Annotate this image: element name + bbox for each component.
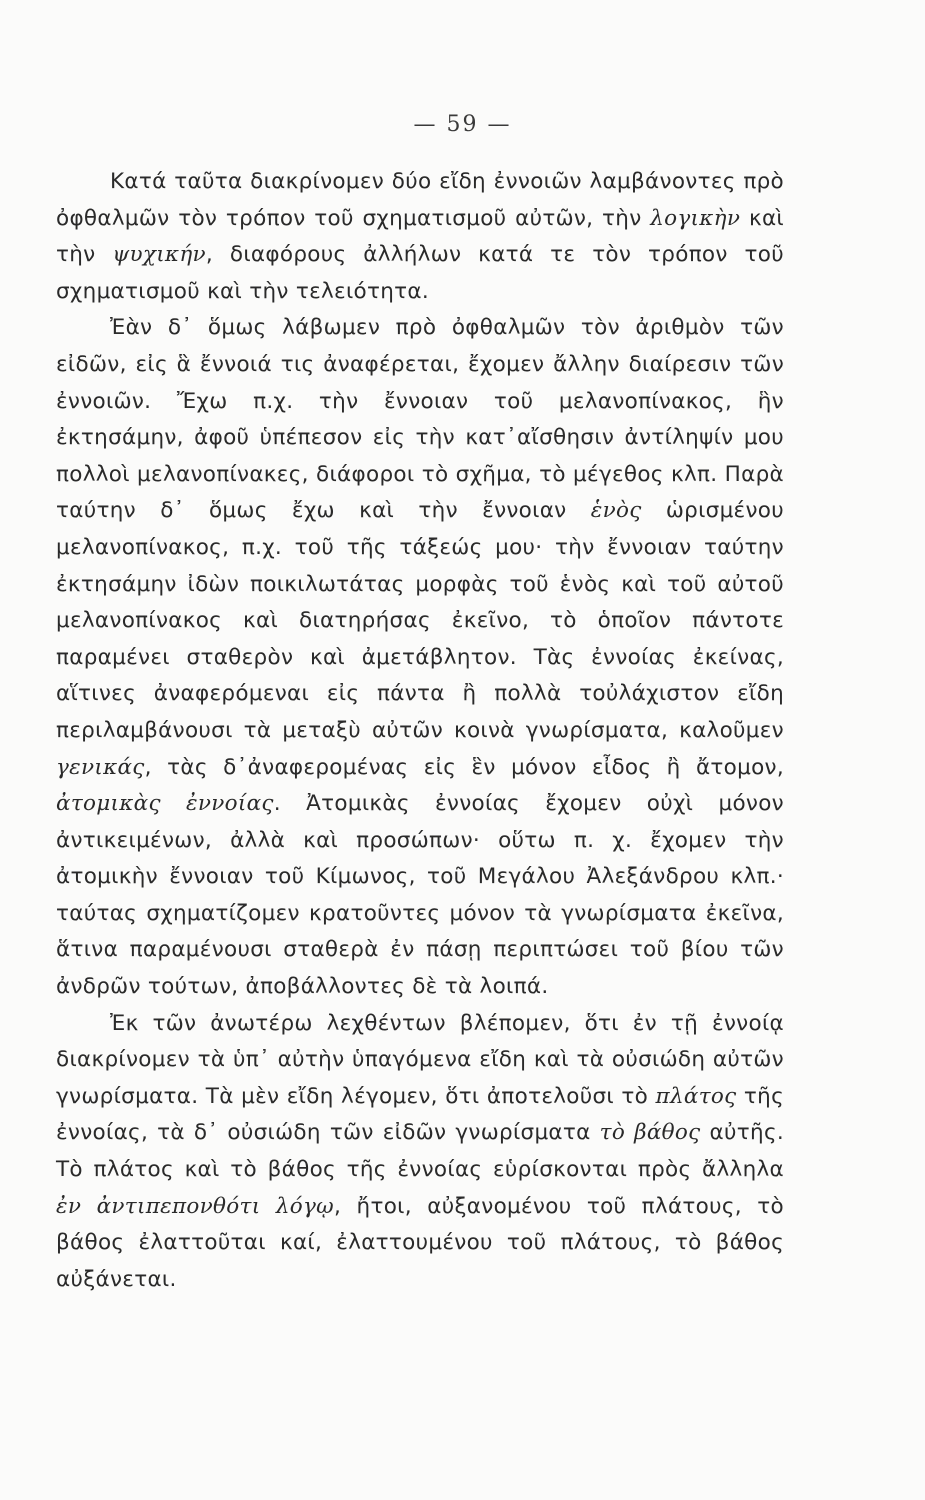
emphasized-term: ἐν ἀντιπεπονθότι λόγῳ (56, 1193, 335, 1219)
text-run: ὡρισμένου μελανοπίνακος, π.χ. τοῦ τῆς τάξεώς μου· τὴν ἔννοιαν ταύτην ἐκτησάμην ἰδὼν ποικιλωτάτας μορφὰς τοῦ ἑνὸς καὶ τοῦ αὐτοῦ μελανοπίνακος καὶ διατηρήσας ἐκεῖνο, τὸ ὁποῖον πάντοτε παραμένει σταθερὸν καὶ ἀμετάβλητον. Τὰς ἐννοίας ἐκείνας, αἵτινες ἀναφερόμεναι εἰς πάντα ἢ πολλὰ τοὐλάχιστον εἴδη περιλαμβάνουσι τὰ μεταξὺ αὐτῶν κοινὰ γνωρίσματα, καλοῦμεν (56, 498, 784, 743)
emphasized-term: λογικὴν (650, 205, 741, 231)
emphasized-term: πλάτος (655, 1083, 737, 1109)
page-number: — 59 — (413, 112, 512, 137)
emphasized-term: γενικάς (56, 754, 145, 780)
emphasized-term: ψυχικήν (112, 242, 206, 268)
text-run: αὐτῆς. Τὸ πλάτος καὶ τὸ βάθος τῆς ἐννοίας εὑρίσκονται πρὸς ἄλληλα (56, 1120, 784, 1183)
text-run: Ἐὰν δ᾽ ὅμως λάβωμεν πρὸ ὀφθαλμῶν τὸν ἀριθμὸν τῶν εἰδῶν, εἰς ἃ ἔννοιά τις ἀναφέρεται, ἔχομεν ἄλλην διαίρεσιν τῶν ἐννοιῶν. Ἔχω π.χ. τὴν ἔννοιαν τοῦ μελανοπίνακος, ἣν ἐκτησάμην, ἀφοῦ ὑπέπεσον εἰς τὴν κατ᾽αἴσθησιν ἀντίληψίν μου πολλοὶ μελανοπίνακες, διάφοροι τὸ σχῆμα, τὸ μέγεθος κλπ. Παρὰ ταύτην δ᾽ ὅμως ἔχω καὶ τὴν ἔννοιαν (56, 315, 784, 524)
paragraph (56, 164, 784, 310)
text-run: καὶ τὴν (56, 205, 784, 268)
text-run: Ἐκ τῶν ἀνωτέρω λεχθέντων βλέπομεν, ὅτι ἐν τῇ ἐννοίᾳ διακρίνομεν τὰ ὑπ᾽ αὐτὴν ὑπαγόμενα εἴδη καὶ τὰ οὐσιώδη αὐτῶν γνωρίσματα. Τὰ μὲν εἴδη λέγομεν, ὅτι ἀποτελοῦσι τὸ (56, 1010, 784, 1109)
emphasized-term: τὸ βάθος (599, 1120, 701, 1146)
paragraph (56, 1006, 784, 1299)
text-run: . Ἀτομικὰς ἐννοίας ἔχομεν οὐχὶ μόνον ἀντικειμένων, ἀλλὰ καὶ προσώπων· οὕτω π. χ. ἔχομεν τὴν ἀτομικὴν ἔννοιαν τοῦ Κίμωνος, τοῦ Μεγάλου Ἀλεξάνδρου κλπ.· ταύτας σχηματίζομεν κρατοῦντες μόνον τὰ γνωρίσματα ἐκεῖνα, ἅτινα παραμένουσι σταθερὰ ἐν πάσῃ περιπτώσει τοῦ βίου τῶν ἀνδρῶν τούτων, ἀποβάλλοντες δὲ τὰ λοιπά. (56, 791, 784, 1000)
emphasized-term: ἑνὸς (590, 498, 642, 524)
text-run: , διαφόρους ἀλλήλων κατά τε τὸν τρόπον τοῦ σχηματισμοῦ καὶ τὴν τελειότητα. (56, 242, 784, 304)
emphasized-term: ἀτομικὰς ἐννοίας (56, 791, 274, 817)
text-run: Κατά ταῦτα διακρίνομεν δύο εἴδη ἐννοιῶν λαμβάνοντες πρὸ ὀφθαλμῶν τὸν τρόπον τοῦ σχηματισμοῦ αὐτῶν, τὴν (56, 169, 784, 231)
text-run: , τὰς δ᾽ἀναφερομένας εἰς ἓν μόνον εἶδος ἢ ἄτομον, (144, 754, 784, 780)
text-run: , ἤτοι, αὐξανομένου τοῦ πλάτους, τὸ βάθος ἐλαττοῦται καί, ἐλαττουμένου τοῦ πλάτους, τὸ βάθος αὐξάνεται. (56, 1193, 785, 1292)
body-text (56, 164, 784, 1298)
text-run: τῆς ἐννοίας, τὰ δ᾽ οὐσιώδη τῶν εἰδῶν γνωρίσματα (56, 1083, 784, 1146)
paragraph (56, 310, 784, 1005)
